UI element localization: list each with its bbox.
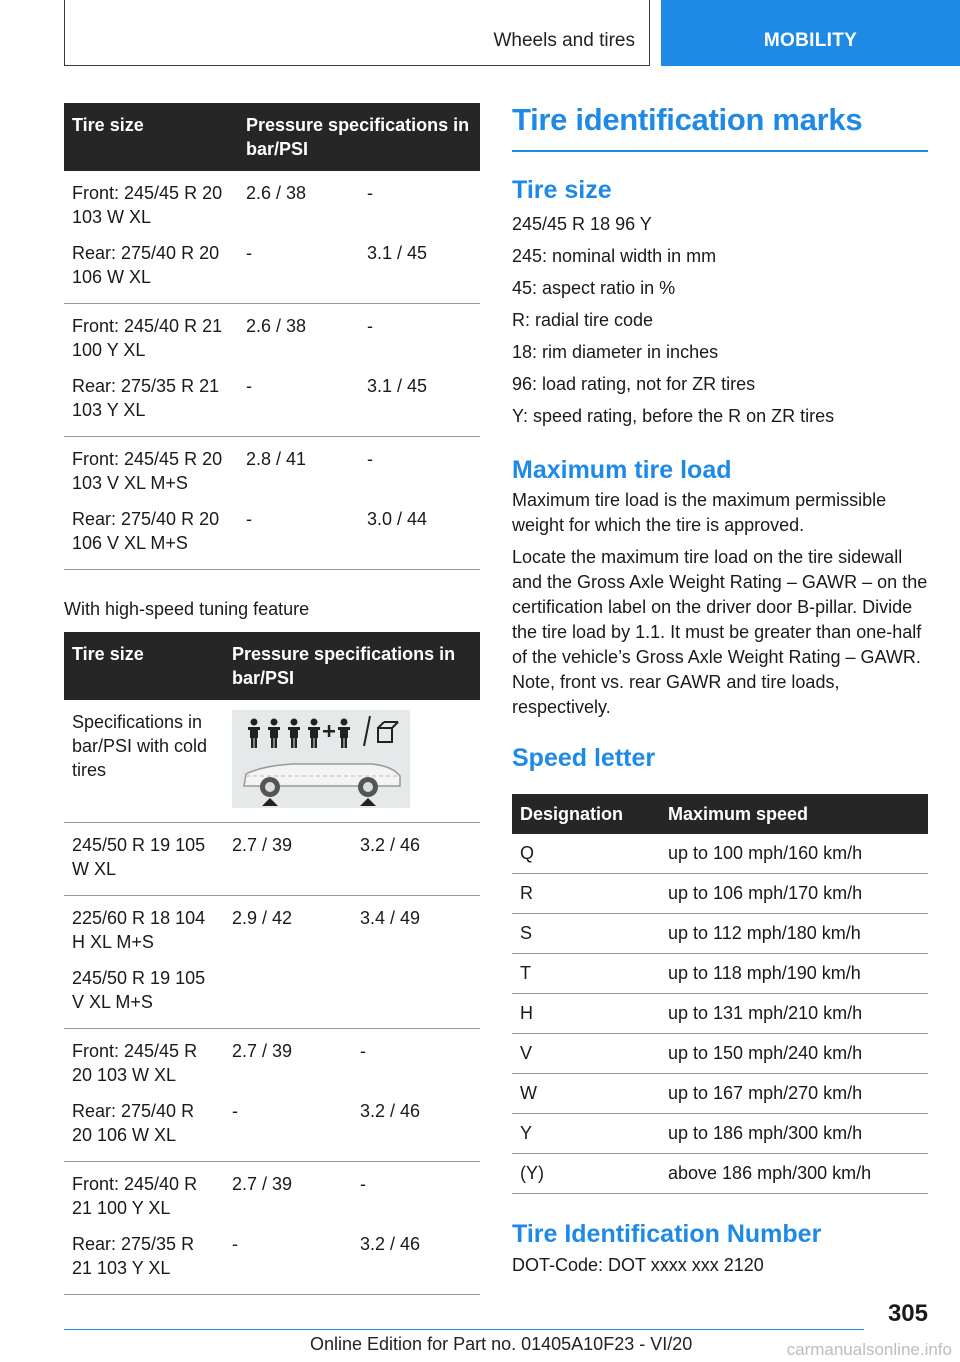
cell-pressure-a: 2.8 / 41 [246, 449, 307, 469]
table-row [512, 994, 928, 1034]
cell-pressure-a: - [238, 501, 359, 570]
table-header-row [512, 794, 928, 834]
max-load-paragraph-2: Locate the maximum tire load on the tire sidewall and the Gross Axle Weight Rating – GAWR – on the certification label on the driver door B-pillar. Divide the tire load by 1.1. It must be greater than one-half of the vehicle’s Gross Axle Weight Rating – GAWR. Note, front vs. rear GAWR and tire loads, respectively. [512, 547, 928, 717]
cell-pressure-b: - [367, 183, 373, 203]
cell-tire-size: 245/50 R 19 105 V XL M+S [64, 960, 224, 1029]
cell-pressure-b: 3.2 / 46 [352, 1226, 480, 1295]
header-max-speed: Maximum speed [660, 794, 928, 834]
table-row [64, 304, 480, 369]
page-header [64, 0, 960, 66]
list-item: 245/45 R 18 96 Y [512, 214, 652, 234]
tin-heading: Tire Identification Number [512, 1220, 822, 1248]
section-tab [64, 0, 650, 66]
table-row [64, 896, 480, 961]
cell-designation: R [512, 874, 660, 914]
list-item: 96: load rating, not for ZR tires [512, 374, 756, 394]
cell-speed: up to 106 mph/170 km/h [660, 874, 928, 914]
cell-pressure-b: 3.2 / 46 [352, 823, 480, 896]
table-caption: With high-speed tuning feature [64, 599, 310, 619]
cell-designation: V [512, 1034, 660, 1074]
cell-speed: up to 118 mph/190 km/h [660, 954, 928, 994]
cell-tire-size: Front: 245/45 R 20 103 W XL [72, 183, 223, 227]
table-row [512, 1154, 928, 1194]
table-row [64, 823, 480, 896]
list-item: 45: aspect ratio in % [512, 278, 676, 298]
cell-designation: Y [512, 1114, 660, 1154]
chapter-title: MOBILITY [763, 30, 858, 51]
cell-pressure-b: - [360, 1174, 366, 1194]
cell-speed: up to 186 mph/300 km/h [660, 1114, 928, 1154]
cell-tire-size: 225/60 R 18 104 H XL M+S [72, 908, 206, 952]
tire-size-heading: Tire size [512, 176, 612, 204]
table-row [512, 1074, 928, 1114]
cell-pressure-b: - [367, 316, 373, 336]
cell-designation: H [512, 994, 660, 1034]
cell-speed: up to 167 mph/270 km/h [660, 1074, 928, 1114]
table-header-row [64, 103, 480, 171]
speed-letter-table [512, 794, 928, 1194]
table-row [64, 960, 480, 1029]
table-row [64, 437, 480, 502]
cell-speed: up to 150 mph/240 km/h [660, 1034, 928, 1074]
cell-pressure-a: 2.7 / 39 [224, 823, 352, 896]
cell-pressure-a: 2.6 / 38 [246, 316, 307, 336]
list-item: 245: nominal width in mm [512, 246, 717, 266]
load-pictogram-cell [224, 700, 480, 823]
left-column [64, 103, 480, 1295]
cell-pressure-b: - [360, 1041, 366, 1061]
table-row [512, 954, 928, 994]
chapter-tab [661, 0, 960, 66]
cell-pressure-b: 3.4 / 49 [360, 908, 421, 928]
cell-pressure-b: 3.0 / 44 [359, 501, 480, 570]
header-tire-size: Tire size [64, 632, 224, 700]
cell-tire-size: Front: 245/40 R 21 100 Y XL [72, 316, 223, 360]
table-row [64, 1029, 480, 1094]
table-row [512, 1034, 928, 1074]
cell-pressure-a: - [238, 368, 359, 437]
table-row [512, 1114, 928, 1154]
table-row [64, 1226, 480, 1295]
speed-letter-heading: Speed letter [512, 744, 656, 772]
cell-designation: S [512, 914, 660, 954]
footer-rule [64, 1329, 864, 1330]
section-title: Wheels and tires [493, 30, 635, 51]
spec-label: Specifications in bar/PSI with cold tires [64, 700, 224, 823]
cell-speed: up to 112 mph/180 km/h [660, 914, 928, 954]
tin-text: DOT-Code: DOT xxxx xxx 2120 [512, 1255, 764, 1275]
table-row [512, 834, 928, 874]
max-load-heading: Maximum tire load [512, 456, 732, 484]
cell-tire-size: Rear: 275/40 R 20 106 V XL M+S [64, 501, 238, 570]
table-row [64, 1093, 480, 1162]
cell-tire-size: Front: 245/45 R 20 103 V XL M+S [72, 449, 223, 493]
cell-pressure-a: 2.7 / 39 [232, 1174, 293, 1194]
cell-speed: above 186 mph/300 km/h [660, 1154, 928, 1194]
table-row [64, 1162, 480, 1227]
cell-tire-size: Rear: 275/35 R 21 103 Y XL [64, 1226, 224, 1295]
cell-pressure-a: 2.7 / 39 [232, 1041, 293, 1061]
pressure-table-standard [64, 103, 480, 570]
footer-edition: Online Edition for Part no. 01405A10F23 - VI/20 [310, 1334, 693, 1354]
cell-pressure-a [224, 960, 352, 1029]
right-column [512, 100, 928, 1278]
table-row [512, 914, 928, 954]
vehicle-load-pictogram [232, 710, 410, 808]
table-row [512, 874, 928, 914]
list-item: 18: rim diameter in inches [512, 342, 719, 362]
header-pressure: Pressure specifications in bar/PSI [238, 103, 480, 171]
pressure-table-high-speed [64, 632, 480, 1295]
cell-designation: T [512, 954, 660, 994]
cell-pressure-b: 3.1 / 45 [359, 235, 480, 304]
cell-tire-size: Rear: 275/35 R 21 103 Y XL [64, 368, 238, 437]
cell-pressure-a: - [224, 1226, 352, 1295]
cell-pressure-b: - [367, 449, 373, 469]
max-load-paragraph-1: Maximum tire load is the maximum permissible weight for which the tire is approved. [512, 490, 887, 535]
cell-tire-size: Front: 245/45 R 20 103 W XL [72, 1041, 198, 1085]
cell-pressure-b: 3.1 / 45 [359, 368, 480, 437]
cell-pressure-a: - [224, 1093, 352, 1162]
car-load-icon [232, 710, 410, 808]
table-header-row [64, 632, 480, 700]
cell-designation: W [512, 1074, 660, 1114]
cell-designation: (Y) [512, 1154, 660, 1194]
cell-pressure-a: - [238, 235, 359, 304]
cell-tire-size: 245/50 R 19 105 W XL [64, 823, 224, 896]
table-row [64, 235, 480, 304]
list-item: Y: speed rating, before the R on ZR tires [512, 406, 835, 426]
cell-pressure-b [352, 960, 480, 1029]
cell-pressure-a: 2.6 / 38 [246, 183, 307, 203]
table-row [64, 700, 480, 823]
cell-tire-size: Front: 245/40 R 21 100 Y XL [72, 1174, 198, 1218]
header-pressure: Pressure specifications in bar/PSI [224, 632, 480, 700]
cell-designation: Q [512, 834, 660, 874]
cell-pressure-a: 2.9 / 42 [232, 908, 293, 928]
header-tire-size: Tire size [64, 103, 238, 171]
list-item: R: radial tire code [512, 310, 654, 330]
cell-speed: up to 100 mph/160 km/h [660, 834, 928, 874]
watermark: carmanualsonline.info [786, 1340, 952, 1359]
cell-tire-size: Rear: 275/40 R 20 106 W XL [64, 235, 238, 304]
table-row [64, 368, 480, 437]
cell-speed: up to 131 mph/210 km/h [660, 994, 928, 1034]
tire-size-list [512, 208, 928, 432]
page-title: Tire identification marks [512, 100, 928, 152]
header-designation: Designation [512, 794, 660, 834]
table-row [64, 501, 480, 570]
table-row [64, 171, 480, 235]
page-number: 305 [887, 1300, 928, 1327]
cell-tire-size: Rear: 275/40 R 20 106 W XL [64, 1093, 224, 1162]
cell-pressure-b: 3.2 / 46 [352, 1093, 480, 1162]
